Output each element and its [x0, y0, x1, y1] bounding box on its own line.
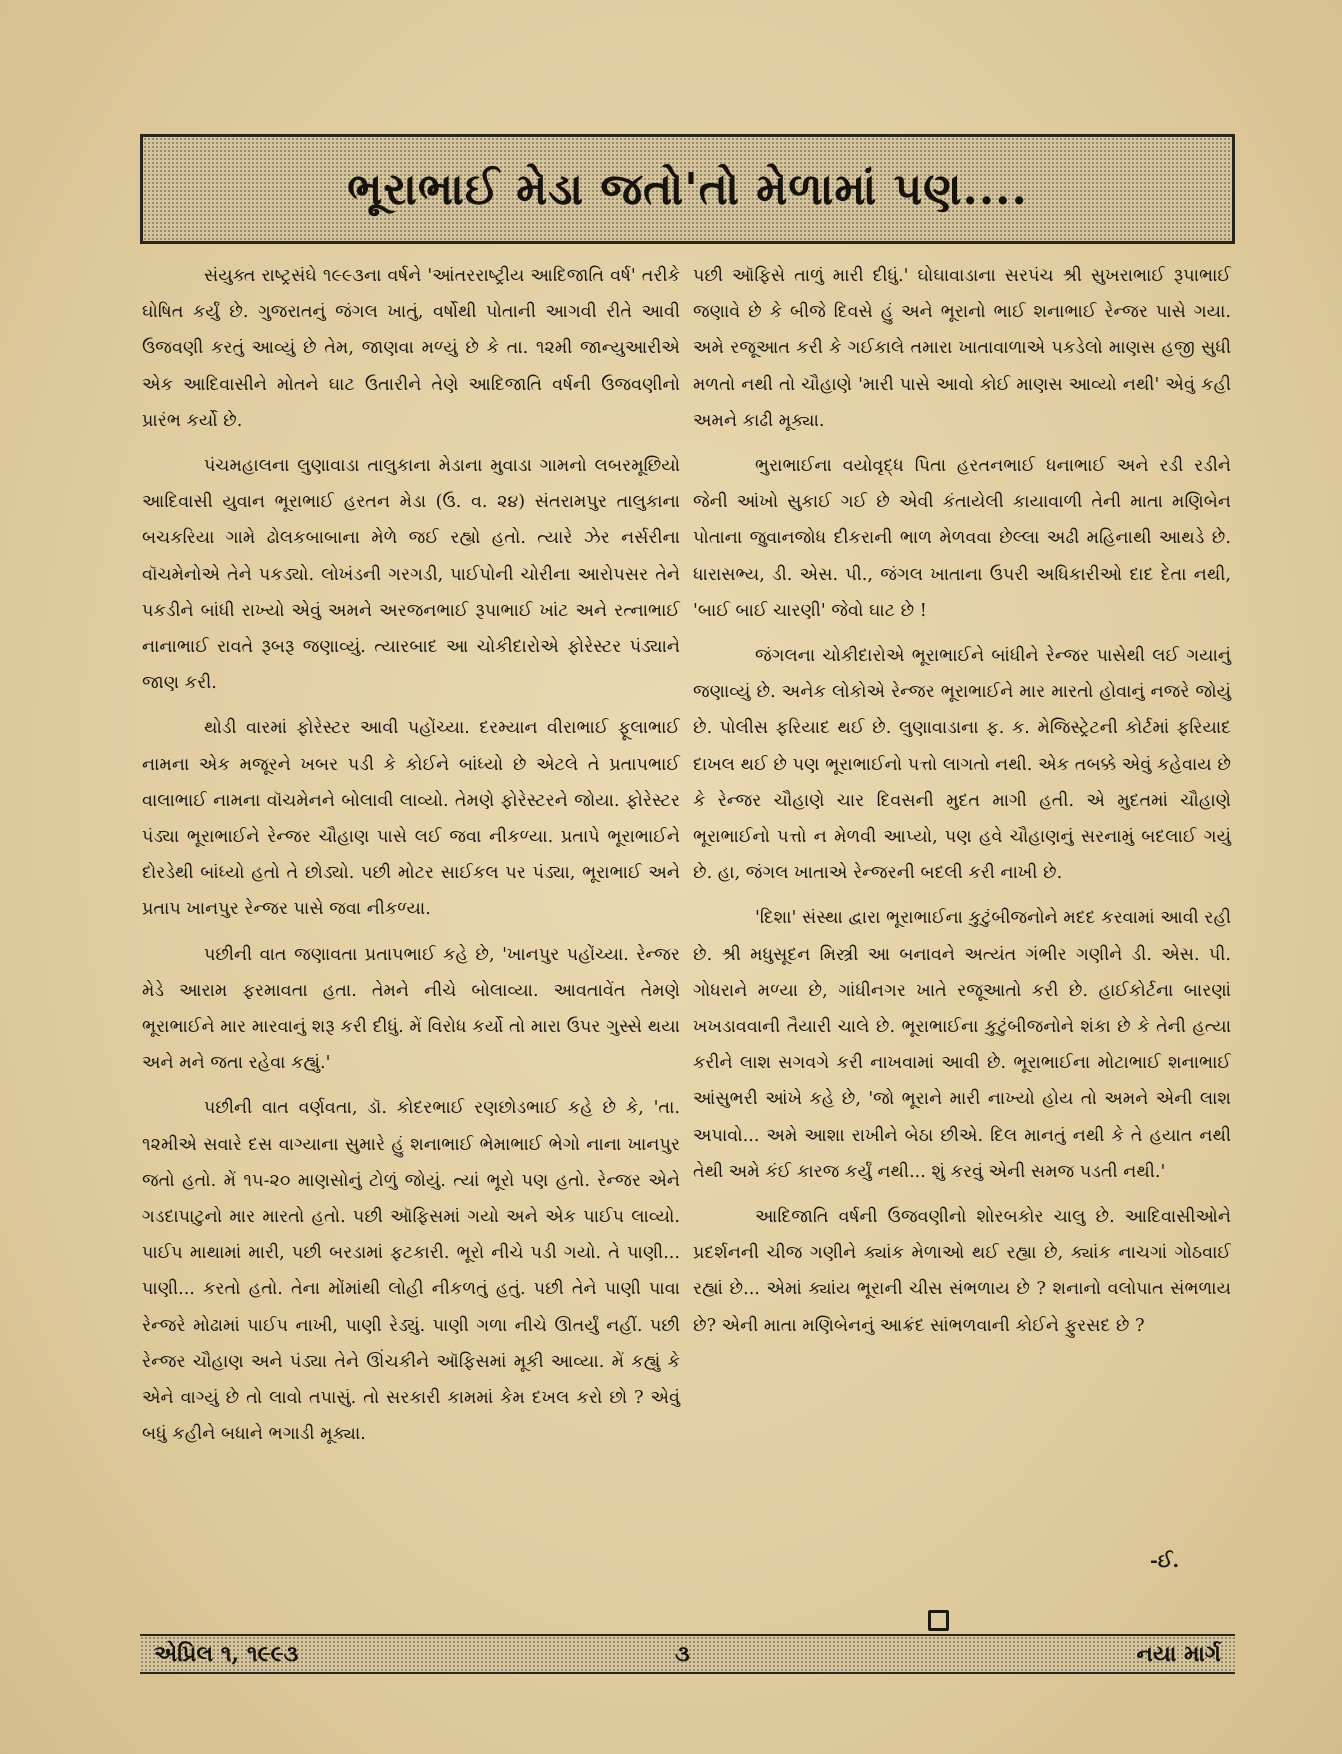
right-column — [693, 258, 1231, 1353]
paragraph: 'દિશા' સંસ્થા દ્વારા ભૂરાભાઈના કુટુંબીજનોને મદદ કરવામાં આવી રહી છે. શ્રી મધુસૂદન મિસ્ત્રી આ બનાવને અત્યંત ગંભીર ગણીને ડી. એસ. પી. ગોધરાને મળ્યા છે, ગાંધીનગર ખાતે રજૂઆતો કરી છે. હાઈકોર્ટના બારણાં ખખડાવવાની તૈયારી ચાલે છે. ભૂરાભાઈના કુટુંબીજનોને શંકા છે કે તેની હત્યા કરીને લાશ સગવગે કરી નાખવામાં આવી છે. ભૂરાભાઈના મોટાભાઈ શનાભાઈ આંસુભરી આંખે કહે છે, 'જો ભૂરાને મારી નાખ્યો હોય તો અમને એની લાશ અપાવો... અમે આશા રાખીને બેઠા છીએ. દિલ માનતું નથી કે તે હયાત નથી તેથી અમે કંઈ કારજ કર્યું નથી... શું કરવું એની સમજ પડતી નથી.' — [693, 908, 1231, 1182]
page-number: ૩ — [675, 1641, 690, 1667]
paragraph: થોડી વારમાં ફોરેસ્ટર આવી પહોંચ્યા. દરમ્યાન વીરાભાઈ ફૂલાભાઈ નામના એક મજૂરને ખબર પડી કે કોઈને બાંધ્યો છે એટલે તે પ્રતાપભાઈ વાલાભાઈ નામના વૉચમેનને બોલાવી લાવ્યો. તેમણે ફોરેસ્ટરને જોયા. ફોરેસ્ટર પંડ્યા ભૂરાભાઈને રેન્જર ચૌહાણ પાસે લઈ જવા નીકળ્યા. પ્રતાપે ભૂરાભાઈને દોરડેથી બાંધ્યો હતો તે છોડ્યો. પછી મોટર સાઈકલ પર પંડ્યા, ભૂરાભાઈ અને પ્રતાપ ખાનપુર રેન્જર પાસે જવા નીકળ્યા. — [142, 718, 680, 920]
headline-box — [140, 134, 1235, 244]
paragraph: પછીની વાત જણાવતા પ્રતાપભાઈ કહે છે, 'ખાનપુર પહોંચ્યા. રેન્જર મેડે આરામ ફરમાવતા હતા. તેમને નીચે બોલાવ્યા. આવતાવેંત તેમણે ભૂરાભાઈને માર મારવાનું શરૂ કરી દીધું. મેં વિરોધ કર્યો તો મારા ઉપર ગુસ્સે થયા અને મને જતા રહેવા કહ્યું.' — [142, 944, 680, 1074]
magazine-name: નયા માર્ગ — [1136, 1641, 1221, 1667]
paragraph: પંચમહાલના લુણાવાડા તાલુકાના મેડાના મુવાડા ગામનો લબરમૂછિયો આદિવાસી યુવાન ભૂરાભાઈ હરતન મેડા (ઉ. વ. ૨૪) સંતરામપુર તાલુકાના બચકરિયા ગામે ઢોલકબાબાના મેળે જઈ રહ્યો હતો. ત્યારે ઝેર નર્સરીના વૉચમેનોએ તેને પકડ્યો. લોખંડની ગરગડી, પાઈપોની ચોરીના આરોપસર તેને પકડીને બાંધી રાખ્યો એવું અમને અરજનભાઈ રૂપાભાઈ ખાંટ અને રત્નાભાઈ નાનાભાઈ રાવતે રૂબરૂ જણાવ્યું. ત્યારબાદ આ ચોકીદારોએ ફોરેસ્ટર પંડ્યાને જાણ કરી. — [142, 456, 680, 694]
paragraph: સંયુક્ત રાષ્ટ્રસંઘે ૧૯૯૩ના વર્ષને 'આંતરરાષ્ટ્રીય આદિજાતિ વર્ષ' તરીકે ઘોષિત કર્યું છે. ગુજરાતનું જંગલ ખાતું, વર્ષોથી પોતાની આગવી રીતે આવી ઉજવણી કરતું આવ્યું છે તેમ, જાણવા મળ્યું છે કે તા. ૧૨મી જાન્યુઆરીએ એક આદિવાસીને મોતને ઘાટ ઉતારીને તેણે આદિજાતિ વર્ષની ઉજવણીનો પ્રારંભ કર્યો છે. — [142, 266, 680, 431]
paragraph: પછી ઑફિસે તાળું મારી દીધું.' ઘોઘાવાડાના સરપંચ શ્રી સુખરાભાઈ રૂપાભાઈ જણાવે છે કે બીજે દિવસે હું અને ભૂરાનો ભાઈ શનાભાઈ રેન્જર પાસે ગયા. અમે રજૂઆત કરી કે ગઈકાલે તમારા ખાતાવાળાએ પકડેલો માણસ હજી સુધી મળતો નથી તો ચૌહાણે 'મારી પાસે આવો કોઈ માણસ આવ્યો નથી' એવું કહી અમને કાઢી મૂક્યા. — [693, 266, 1231, 431]
paragraph: ભુરાભાઈના વયોવૃદ્ધ પિતા હરતનભાઈ ધનાભાઈ અને રડી રડીને જેની આંખો સુકાઈ ગઈ છે એવી કંતાયેલી કાયાવાળી તેની માતા મણિબેન પોતાના જુવાનજોધ દીકરાની ભાળ મેળવવા છેલ્લા અઢી મહિનાથી આથડે છે. ધારાસભ્ય, ડી. એસ. પી., જંગલ ખાતાના ઉપરી અધિકારીઓ દાદ દેતા નથી, 'બાઈ બાઈ ચારણી' જેવો ઘાટ છે ! — [693, 456, 1231, 621]
paragraph: પછીની વાત વર્ણવતા, ડૉ. કોદરભાઈ રણછોડભાઈ કહે છે કે, 'તા. ૧૨મીએ સવારે દસ વાગ્યાના સુમારે હું શનાભાઈ ભેમાભાઈ ભેગો નાના ખાનપુર જતો હતો. મેં ૧૫-૨૦ માણસોનું ટોળું જોયું. ત્યાં ભૂરો પણ હતો. રેન્જર એને ગડદાપાટુનો માર મારતો હતો. પછી ઑફિસમાં ગયો અને એક પાઈપ લાવ્યો. પાઈપ માથામાં મારી, પછી બરડામાં ફટકારી. ભૂરો નીચે પડી ગયો. તે પાણી... પાણી... કરતો હતો. તેના મોંમાંથી લોહી નીકળતું હતું. પછી તેને પાણી પાવા રેન્જરે મોઢામાં પાઈપ નાખી, પાણી રેડ્યું. પાણી ગળા નીચે ઊતર્યું નહીં. પછી રેન્જર ચૌહાણ અને પંડ્યા તેને ઊંચકીને ઑફિસમાં મૂકી આવ્યા. મેં કહ્યું કે એને વાગ્યું છે તો લાવો તપાસું. તો સરકારી કામમાં કેમ દખલ કરો છો ? એવું બધું કહીને બધાને ભગાડી મૂક્યા. — [142, 1098, 680, 1445]
left-column — [142, 258, 680, 1462]
end-mark-icon — [928, 1610, 949, 1631]
paragraph: આદિજાતિ વર્ષની ઉજવણીનો શોરબકોર ચાલુ છે. આદિવાસીઓને પ્રદર્શનની ચીજ ગણીને ક્યાંક મેળાઓ થઈ રહ્યા છે, ક્યાંક નાચગાં ગોઠવાઈ રહ્યાં છે... એમાં ક્યાંય ભૂરાની ચીસ સંભળાય છે ? શનાનો વલોપાત સંભળાય છે? એની માતા મણિબેનનું આક્રંદ સાંભળવાની કોઈને ફુરસદ છે ? — [693, 1207, 1231, 1336]
page-footer — [140, 1634, 1235, 1674]
author-signature: -ઈ. — [1150, 1550, 1180, 1572]
issue-date: એપ્રિલ ૧, ૧૯૯૩ — [154, 1641, 299, 1667]
headline: ભૂરાભાઈ મેડા જતો'તો મેળામાં પણ.... — [347, 163, 1028, 215]
paragraph: જંગલના ચોકીદારોએ ભૂરાભાઈને બાંધીને રેન્જર પાસેથી લઈ ગયાનું જણાવ્યું છે. અનેક લોકોએ રેન્જર ભૂરાભાઈને માર મારતો હોવાનું નજરે જોયું છે. પોલીસ ફરિયાદ થઈ છે. લુણાવાડાના ફ. ક. મેજિસ્ટ્રેટની કોર્ટમાં ફરિયાદ દાખલ થઈ છે પણ ભૂરાભાઈનો પત્તો લાગતો નથી. એક તબક્કે એવું કહેવાય છે કે રેન્જર ચૌહાણે ચાર દિવસની મુદત માગી હતી. એ મુદતમાં ચૌહાણે ભૂરાભાઈનો પત્તો ન મેળવી આપ્યો, પણ હવે ચૌહાણનું સરનામું બદલાઈ ગયું છે. હા, જંગલ ખાતાએ રેન્જરની બદલી કરી નાખી છે. — [693, 646, 1231, 884]
